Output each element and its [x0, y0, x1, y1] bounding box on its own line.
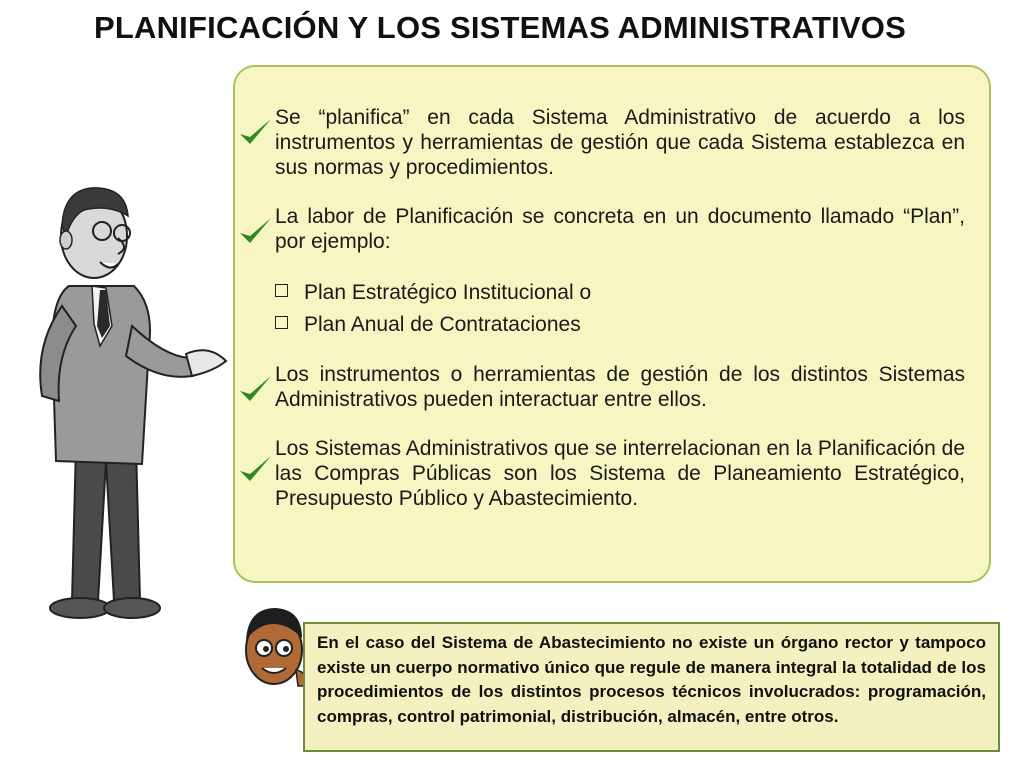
check-icon — [237, 115, 273, 151]
sub-item — [275, 312, 581, 337]
check-icon — [237, 214, 273, 250]
bullet-text: La labor de Planificación se concreta en un documento llamado “Plan”, por ejemplo: — [275, 205, 965, 253]
note-box — [303, 622, 1000, 752]
bullet-text: Los instrumentos o herramientas de gestión de los distintos Sistemas Administrativos pueden interactuar entre ellos. — [275, 363, 965, 411]
note-text: En el caso del Sistema de Abastecimiento no existe un órgano rector y tampoco existe un cuerpo normativo único que regule de manera integral la totalidad de los procedimientos de los distintos procesos técnicos involucrados: programación, compras, control patrimonial, distribución, almacén, entre otros. — [317, 633, 986, 726]
check-icon — [237, 452, 273, 488]
slide-title: PLANIFICACIÓN Y LOS SISTEMAS ADMINISTRATIVOS — [94, 10, 906, 45]
sub-item — [275, 280, 591, 305]
check-icon — [237, 372, 273, 408]
checkbox-icon — [275, 316, 288, 329]
sub-item-label: Plan Anual de Contrataciones — [304, 313, 581, 336]
bullet-text: Se “planifica” en cada Sistema Administrativo de acuerdo a los instrumentos y herramientas de gestión que cada Sistema establezca en sus normas y procedimientos. — [275, 106, 965, 179]
checkbox-icon — [275, 284, 288, 297]
peeking-character-illustration — [238, 600, 308, 695]
presenter-illustration — [14, 176, 239, 636]
bullet-text: Los Sistemas Administrativos que se interrelacionan en la Planificación de las Compras Públicas son los Sistema de Planeamiento Estratégico, Presupuesto Público y Abastecimiento. — [275, 437, 965, 510]
content-panel — [233, 65, 991, 583]
sub-item-label: Plan Estratégico Institucional o — [304, 281, 592, 304]
